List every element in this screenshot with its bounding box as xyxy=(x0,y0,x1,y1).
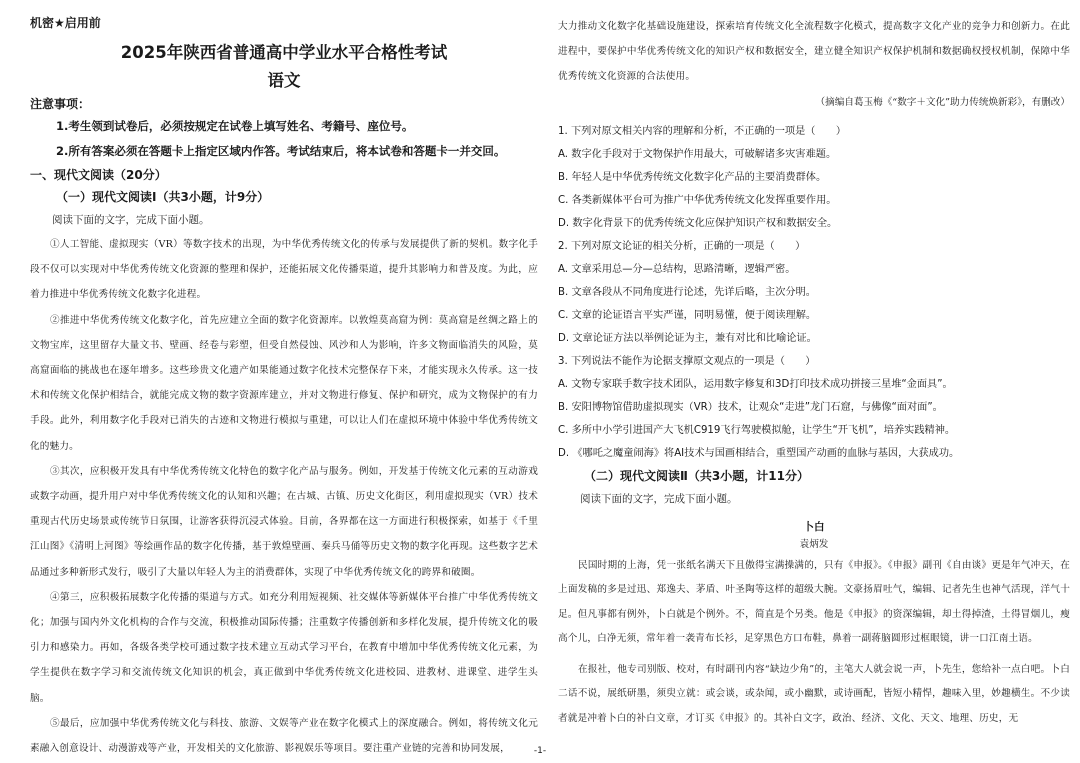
notice-heading: 注意事项： xyxy=(30,97,91,111)
page-number: -1- xyxy=(533,746,547,756)
question-1-option-d: D. 数字化背景下的优秀传统文化应保护知识产权和数据安全。 xyxy=(558,217,838,229)
question-2-option-a: A. 文章采用总—分—总结构，思路清晰，逻辑严密。 xyxy=(558,263,796,275)
notice-item-2: 2.所有答案必须在答题卡上指定区域内作答。考试结束后，将本试卷和答题卡一并交回。 xyxy=(56,144,506,158)
subsection-heading-1: （一）现代文阅读Ⅰ（共3小题，计9分） xyxy=(56,190,270,204)
reading-instruction-2: 阅读下面的文字，完成下面小题。 xyxy=(580,492,738,505)
reading-instruction: 阅读下面的文字，完成下面小题。 xyxy=(52,214,210,226)
article-continuation: 大力推动文化数字化基础设施建设，探索培育传统文化全流程数字化模式，提高数字文化产业的竞争力和创新力。在此进程中，要保护中华优秀传统文化的知识产权和数据安全，建立健全知识产权保护机制和数据确权授权机制，保障中华优秀传统文化资源的合法使用。 xyxy=(558,21,1070,83)
question-3-stem: 3. 下列说法不能作为论据支撑原文观点的一项是（ ） xyxy=(558,355,816,367)
story-paragraph-2: 在报社，他专司别版、校对，有时副刊内容“缺边少角”的，主笔大人就会说一声，卜先生，您给补一点白吧。卜白二话不说，展纸研墨，须臾立就：或会谈，或杂闻，或小幽默，或诗画配，皆短小精悍，趣味入里，妙趣横生。不少读者就是冲着卜白的补白文章，才订买《申报》的。其补白文字，政治、经济、文化、天文、地理、历史，无 xyxy=(558,663,1070,724)
question-2-option-c: C. 文章的论证语言平实严谨，同明易懂，便于阅读理解。 xyxy=(558,309,817,321)
question-3-option-a: A. 文物专家联手数字技术团队，运用数字修复和3D打印技术成功拼接三星堆“金面具”。 xyxy=(558,378,953,390)
story-title: 卜白 xyxy=(803,520,825,533)
secret-label: 机密★启用前 xyxy=(30,16,101,30)
question-2-option-d: D. 文章论证方法以举例论证为主，兼有对比和比喻论证。 xyxy=(558,332,817,344)
story-paragraph-1: 民国时期的上海，凭一张纸名满天下且傲得宝满操满的，只有《申报》。《申报》副刊《自由谈》更是年气冲天，在上面发稿的多是过迅、郑逸夫、茅盾、叶圣陶等这样的超级大腕。文豪扬眉吐气，编辑、记者先生也神气活现，洋气十足。但凡事都有例外，卜白就是个例外。不，简直是个另类。他是《申报》的资深编辑，却土得掉渣，土得冒烟儿，瘦高个儿，白净无须，常年着一袭青布长衫，足穿黑色方口布鞋，鼻着一副蒋脑圆形过框眼镜，讲一口江南土语。 xyxy=(558,559,1070,645)
article-paragraph-4: ④第三，应积极拓展数字化传播的渠道与方式。如充分利用短视频、社交媒体等新媒体平台推广中华优秀传统文化；加强与国内外文化机构的合作与交流，积极推动国际传播；注重数字传播创新和多样化发展，提升传统文化的吸引力和感染力。再如，各级各类学校可通过数字技术建立互动式学习平台，在教育中增加中华优秀传统文化元素，为学生提供在数字学习和交流传统文化知识的机会，真正做到中华优秀传统文化进校园、进教材、进课堂、进学生头脑。 xyxy=(30,591,538,704)
right-column xyxy=(558,14,1070,737)
article-paragraph-1: ①人工智能、虚拟现实（VR）等数字技术的出现，为中华优秀传统文化的传承与发展提供了新的契机。数字化手段不仅可以实现对中华优秀传统文化资源的整理和保护，还能拓展文化传播渠道，提升其影响力和普及度。为此，应着力推进中华优秀传统文化数字化进程。 xyxy=(30,239,538,301)
article-paragraph-2: ②推进中华优秀传统文化数字化，首先应建立全面的数字化资源库。以敦煌莫高窟为例：莫高窟是丝绸之路上的文物宝库，这里留存大量文书、壁画、经卷与彩塑，但受自然侵蚀、风沙和人为影响，许多文物面临消失的风险，莫高窟面临的挑战也在逐年增多。这些珍贵文化遗产如果能通过数字化技术完整保存下来，才能实现永久传承。这一技术和传统文化保护相结合，就能完成文物的数字资源库建立，并对文物进行修复、保护和研究，成为文物保护的有力手段。此外，利用数字化手段对已消失的古迹和文物进行模拟与重建，可以让人们在虚拟环境中体验中华优秀传统文化的魅力。 xyxy=(30,314,538,452)
notice-item-1: 1.考生领到试卷后，必须按规定在试卷上填写姓名、考籍号、座位号。 xyxy=(56,119,414,133)
exam-subject: 语文 xyxy=(267,71,301,90)
question-2-option-b: B. 文章各段从不同角度进行论述，先详后略，主次分明。 xyxy=(558,286,816,298)
left-column xyxy=(30,14,538,761)
question-3-option-d: D. 《哪吒之魔童闹海》将AI技术与国画相结合，重塑国产动画的血脉与基因，大获成功。 xyxy=(558,447,960,459)
question-1-option-a: A. 数字化手段对于文物保护作用最大，可破解诸多灾害难题。 xyxy=(558,148,837,160)
question-1-stem: 1. 下列对原文相关内容的理解和分析，不正确的一项是（ ） xyxy=(558,125,847,137)
story-author: 袁炳发 xyxy=(799,538,829,550)
article-source: （摘编自葛玉梅《“数字＋文化”助力传统焕新彩》，有删改） xyxy=(815,96,1070,108)
question-1-option-c: C. 各类新媒体平台可为推广中华优秀传统文化发挥重要作用。 xyxy=(558,194,837,206)
exam-title: 2025年陕西省普通高中学业水平合格性考试 xyxy=(120,43,448,62)
article-paragraph-3: ③其次，应积极开发具有中华优秀传统文化特色的数字化产品与服务。例如，开发基于传统文化元素的互动游戏或数字动画，提升用户对中华优秀传统文化的认知和兴趣；在古城、古镇、历史文化街区，利用虚拟现实（VR）技术重现古代历史场景或传统节日氛围，让游客获得沉浸式体验。目前，各界都在这一方面进行积极探索，如基于《千里江山图》《清明上河图》等绘画作品的数字化传播，基于敦煌壁画、秦兵马俑等历史文物的数字化再现。这些数字艺术品通过多种新形式发行，吸引了大量以年轻人为主的消费群体，实现了中华优秀传统文化的跨界和破圈。 xyxy=(30,465,538,578)
question-1-option-b: B. 年轻人是中华优秀传统文化数字化产品的主要消费群体。 xyxy=(558,171,827,183)
question-3-option-c: C. 多所中小学引进国产大飞机C919飞行驾驶模拟舱，让学生“开飞机”，培养实践精神。 xyxy=(558,424,956,436)
section-heading: 一、现代文阅读（20分） xyxy=(30,168,167,182)
article-paragraph-5: ⑤最后，应加强中华优秀传统文化与科技、旅游、文娱等产业在数字化模式上的深度融合。例如，将传统文化元素融入创意设计、动漫游戏等产业，开发相关的文化旅游、影视娱乐等项目。要注重产业链的完善和协同发展， xyxy=(30,717,538,755)
question-2-stem: 2. 下列对原文论证的相关分析，正确的一项是（ ） xyxy=(558,240,806,252)
subsection-heading-2: （二）现代文阅读Ⅱ（共3小题，计11分） xyxy=(584,468,809,483)
question-3-option-b: B. 安阳博物馆借助虚拟现实（VR）技术，让观众“走进”龙门石窟，与佛像“面对面”。 xyxy=(558,401,943,413)
